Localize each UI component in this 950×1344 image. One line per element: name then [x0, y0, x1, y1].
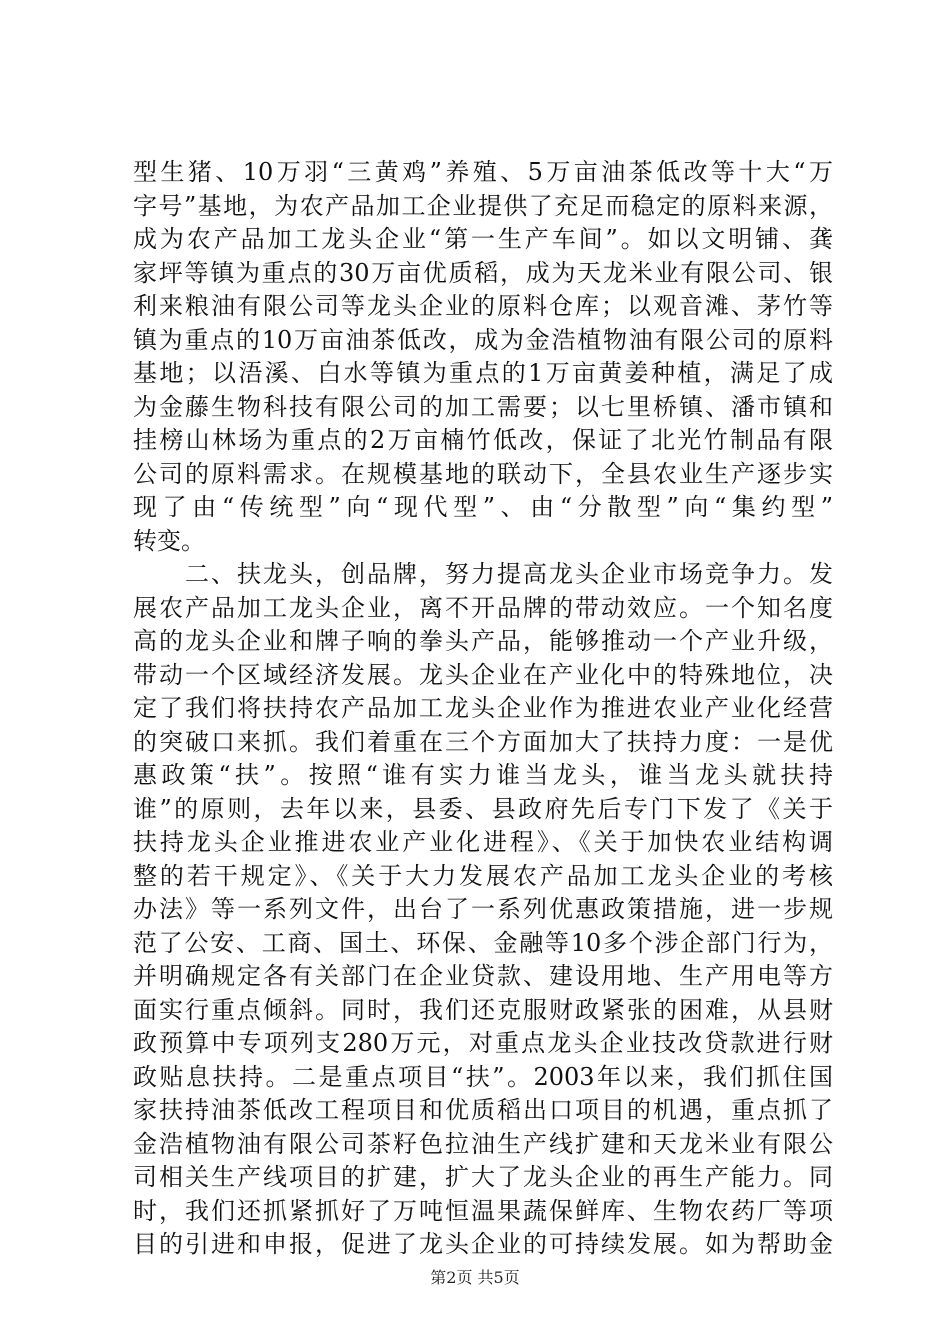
- text-line: 范了公安、工商、国土、环保、金融等10多个涉企部门行为，: [133, 928, 833, 957]
- text-line: 现了由“传统型”向“现代型”、由“分散型”向“集约型”: [133, 493, 833, 521]
- text-line: 基地；以浯溪、白水等镇为重点的1万亩黄姜种植，满足了成: [133, 359, 833, 387]
- text-line: 公司的原料需求。在规模基地的联动下，全县农业生产逐步实: [133, 459, 833, 488]
- text-line: 挂榜山林场为重点的2万亩楠竹低改，保证了北光竹制品有限: [133, 426, 833, 454]
- text-line: 政预算中专项列支280万元，对重点龙头企业技改贷款进行财: [133, 1029, 833, 1057]
- text-line: 目的引进和申报，促进了龙头企业的可持续发展。如为帮助金: [133, 1230, 833, 1258]
- text-line: 型生猪、10万羽“三黄鸡”养殖、5万亩油茶低改等十大“万: [133, 158, 833, 186]
- text-line: 金浩植物油有限公司茶籽色拉油生产线扩建和天龙米业有限公: [133, 1129, 833, 1158]
- text-line: 并明确规定各有关部门在企业贷款、建设用地、生产用电等方: [133, 962, 833, 990]
- text-line: 镇为重点的10万亩油茶低改，成为金浩植物油有限公司的原料: [133, 325, 833, 354]
- text-line: 整的若干规定》、《关于大力发展农产品加工龙头企业的考核: [133, 861, 833, 890]
- text-line: 办法》等一系列文件，出台了一系列优惠政策措施，进一步规: [133, 895, 833, 923]
- text-line: 的突破口来抓。我们着重在三个方面加大了扶持力度：一是优: [133, 727, 833, 756]
- text-line: 定了我们将扶持农产品加工龙头企业作为推进农业产业化经营: [133, 694, 833, 722]
- text-line: 转变。: [133, 526, 205, 555]
- text-line: 字号”基地，为农产品加工企业提供了充足而稳定的原料来源，: [133, 191, 833, 220]
- body-text: [133, 156, 833, 1262]
- text-line: 扶持龙头企业推进农业产业化进程》、《关于加快农业结构调: [133, 828, 833, 856]
- page-number-footer: 第2页 共5页: [430, 1268, 520, 1287]
- text-line: 为金藤生物科技有限公司的加工需要；以七里桥镇、潘市镇和: [133, 392, 833, 421]
- text-line: 高的龙头企业和牌子响的拳头产品，能够推动一个产业升级，: [133, 627, 833, 655]
- text-line: 时，我们还抓紧抓好了万吨恒温果蔬保鲜库、生物农药厂等项: [133, 1196, 833, 1225]
- text-line: 展农产品加工龙头企业，离不开品牌的带动效应。一个知名度: [133, 593, 833, 622]
- text-line: 成为农产品加工龙头企业“第一生产车间”。如以文明铺、龚: [133, 225, 833, 253]
- text-line: 带动一个区域经济发展。龙头企业在产业化中的特殊地位，决: [133, 660, 833, 689]
- text-line: 家扶持油茶低改工程项目和优质稻出口项目的机遇，重点抓了: [133, 1096, 833, 1124]
- text-line: 家坪等镇为重点的30万亩优质稻，成为天龙米业有限公司、银: [133, 258, 833, 287]
- text-line: 利来粮油有限公司等龙头企业的原料仓库；以观音滩、茅竹等: [133, 292, 833, 320]
- text-line: 惠政策“扶”。按照“谁有实力谁当龙头，谁当龙头就扶持: [133, 761, 833, 789]
- text-line: 政贴息扶持。二是重点项目“扶”。2003年以来，我们抓住国: [133, 1062, 833, 1091]
- text-line: 谁”的原则，去年以来，县委、县政府先后专门下发了《关于: [133, 794, 833, 823]
- text-line: 司相关生产线项目的扩建，扩大了龙头企业的再生产能力。同: [133, 1163, 833, 1191]
- text-line: 二、扶龙头，创品牌，努力提高龙头企业市场竞争力。发: [133, 560, 833, 588]
- text-line: 面实行重点倾斜。同时，我们还克服财政紧张的困难，从县财: [133, 995, 833, 1024]
